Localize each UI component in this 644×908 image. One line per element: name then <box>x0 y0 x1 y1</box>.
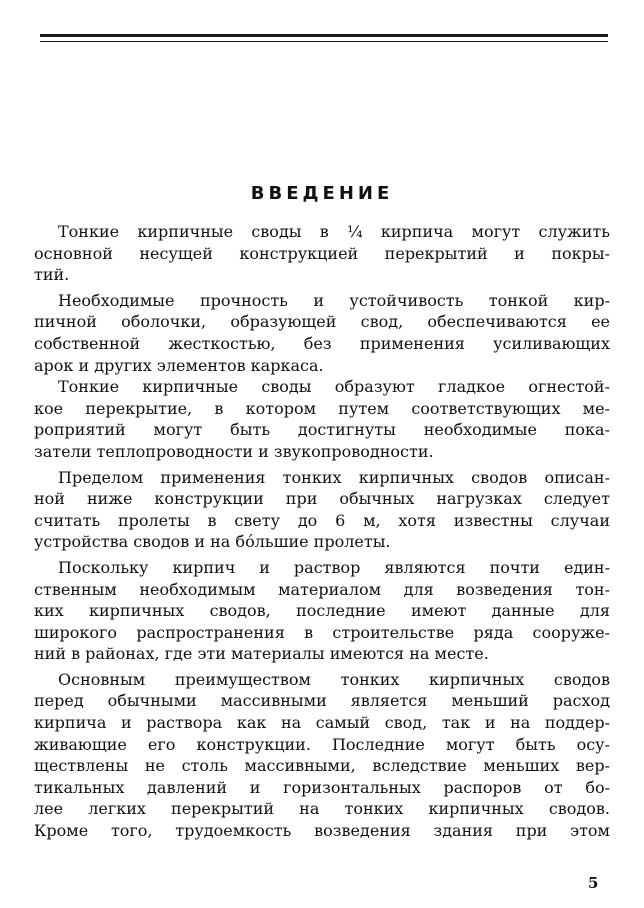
text-line: арок и других элементов каркаса. <box>34 355 324 375</box>
text-line: Кроме того, трудоемкость возведения здания при этом <box>34 821 610 841</box>
text-line: Основным преимуществом тонких кирпичных сводов <box>58 669 610 689</box>
text-line: Поскольку кирпич и раствор являются почти един- <box>58 557 610 577</box>
text-line: считать пролеты в свету до 6 м, хотя известны случаи <box>34 510 610 530</box>
text-line: кое перекрытие, в котором путем соответствующих ме- <box>34 398 610 418</box>
paragraph <box>34 557 610 665</box>
top-rule-thick <box>40 34 608 37</box>
text-line: пичной оболочки, образующей свод, обеспечиваются ее <box>34 312 610 332</box>
paragraph <box>34 290 610 376</box>
text-line: Пределом применения тонких кирпичных сводов описан- <box>58 467 610 487</box>
section-heading: ВВЕДЕНИЕ <box>250 183 394 204</box>
text-line: ществлены не столь массивными, вследствие меньших вер- <box>34 756 610 776</box>
top-rule-thin <box>40 41 608 42</box>
paragraph <box>34 669 610 842</box>
paragraph <box>34 376 610 462</box>
text-line: ной ниже конструкции при обычных нагрузках следует <box>34 489 610 509</box>
text-line: ственным необходимым материалом для возведения тон- <box>34 579 610 599</box>
paragraph <box>34 221 610 286</box>
text-line: основной несущей конструкцией перекрытий и покры- <box>34 243 610 263</box>
text-line: перед обычными массивными является меньший расход <box>34 691 610 711</box>
paragraph <box>34 467 610 553</box>
text-line: лее легких перекрытий на тонких кирпичных сводов. <box>34 799 610 819</box>
text-line: затели теплопроводности и звукопроводности. <box>34 441 434 461</box>
text-line: Необходимые прочность и устойчивость тонкой кир- <box>58 290 610 310</box>
text-line: Тонкие кирпичные своды в ¼ кирпича могут служить <box>58 222 610 241</box>
text-line: роприятий могут быть достигнуты необходимые пока- <box>34 420 610 440</box>
text-line: кирпича и раствора как на самый свод, так и на поддер- <box>34 713 610 733</box>
page-number: 5 <box>588 874 599 892</box>
body-text <box>34 221 610 842</box>
text-line: живающие его конструкции. Последние могут быть осу- <box>34 734 610 754</box>
text-line: широкого распространения в строительстве ряда сооруже- <box>34 622 610 642</box>
text-line: Тонкие кирпичные своды образуют гладкое огнестой- <box>58 377 610 397</box>
text-line: ний в районах, где эти материалы имеются на месте. <box>34 644 489 664</box>
text-line: тикальных давлений и горизонтальных распоров от бо- <box>34 777 610 797</box>
text-line: устройства сводов и на бо́льшие пролеты. <box>34 532 391 552</box>
text-line: тий. <box>34 265 70 285</box>
text-line: ких кирпичных сводов, последние имеют данные для <box>34 601 610 621</box>
text-line: собственной жесткостью, без применения усиливающих <box>34 333 610 353</box>
